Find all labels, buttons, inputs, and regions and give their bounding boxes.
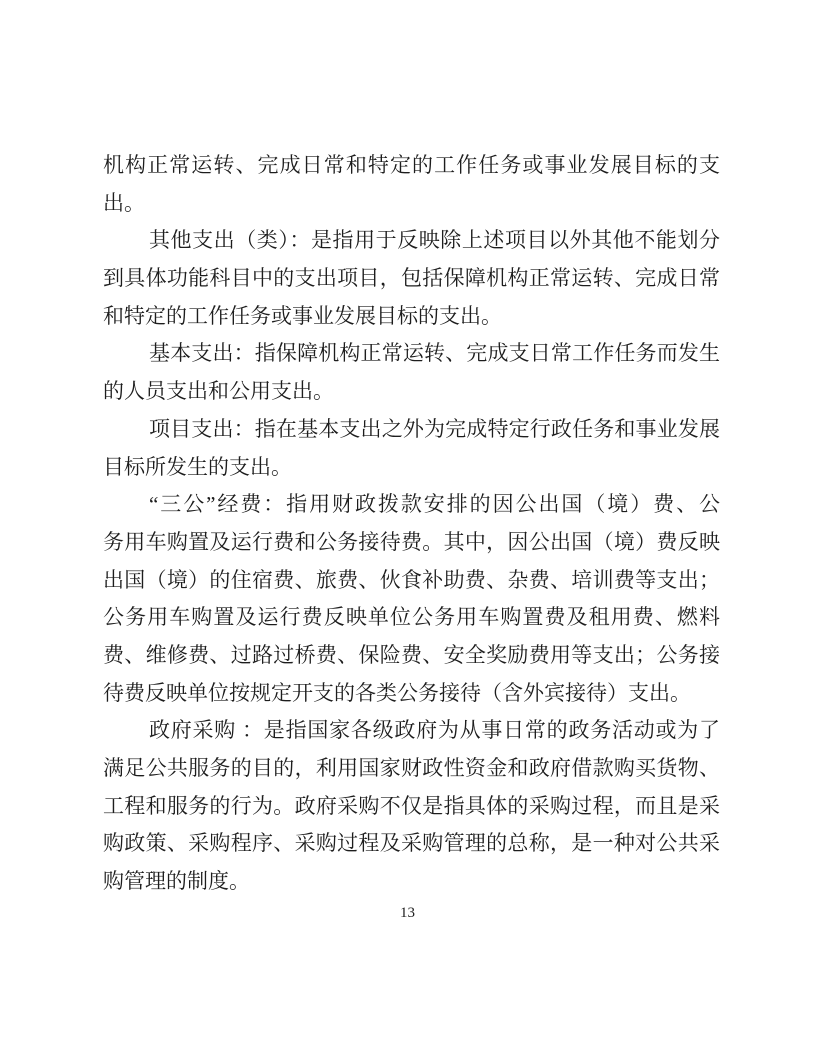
text-line: 其他支出（类）：是指用于反映除上述项目以外其他不能划分 [149, 228, 720, 253]
text-line: 机构正常运转、完成日常和特定的工作任务或事业发展目标的支 [103, 153, 720, 177]
text-line: 购政策、采购程序、采购过程及采购管理的总称，是一种对公共采 [103, 831, 720, 856]
text-line: 的人员支出和公用支出。 [103, 379, 334, 404]
text-line: 务用车购置及运行费和公务接待费。其中，因公出国（境）费反映 [103, 529, 720, 554]
text-line: 购管理的制度。 [103, 869, 250, 894]
text-line: 基本支出：指保障机构正常运转、完成支日常工作任务而发生 [149, 341, 720, 366]
text-line: 和特定的工作任务或事业发展目标的支出。 [103, 303, 502, 328]
text-line: 工程和服务的行为。政府采购不仅是指具体的采购过程，而且是采 [103, 793, 720, 818]
text-line: 目标所发生的支出。 [103, 454, 292, 479]
body-text-block [103, 147, 720, 901]
page-number: 13 [400, 905, 415, 921]
text-line: 政府采购 ：是指国家各级政府为从事日常的政务活动或为了 [149, 718, 720, 743]
text-line: 待费反映单位按规定开支的各类公务接待（含外宾接待）支出。 [103, 680, 691, 705]
text-line: 出国（境）的住宿费、旅费、伙食补助费、杂费、培训费等支出； [103, 567, 720, 592]
text-line: “三公”经费：指用财政拨款安排的因公出国（境）费、公 [149, 492, 720, 517]
text-line: 项目支出：指在基本支出之外为完成特定行政任务和事业发展 [149, 416, 720, 441]
text-line: 公务用车购置及运行费反映单位公务用车购置费及租用费、燃料 [103, 605, 720, 630]
text-line: 出。 [103, 190, 145, 215]
text-line: 费、维修费、过路过桥费、保险费、安全奖励费用等支出；公务接 [103, 642, 720, 667]
text-line: 到具体功能科目中的支出项目，包括保障机构正常运转、完成日常 [103, 266, 720, 291]
text-line: 满足公共服务的目的，利用国家财政性资金和政府借款购买货物、 [103, 756, 720, 780]
